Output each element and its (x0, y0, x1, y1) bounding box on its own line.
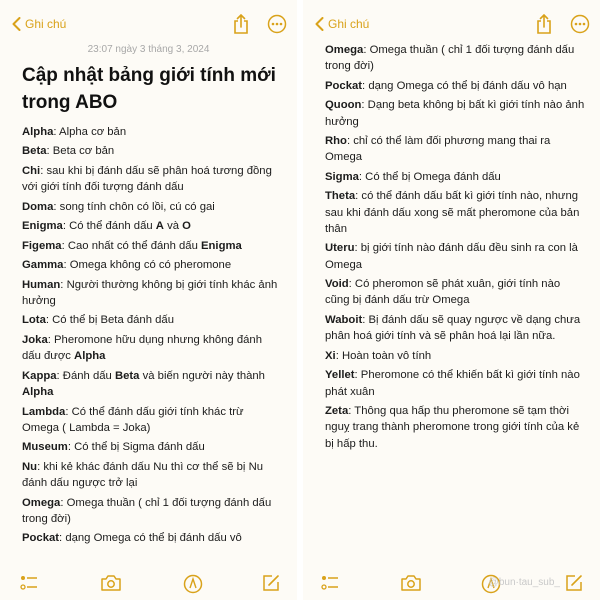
note-line (22, 312, 283, 328)
top-toolbar (303, 14, 600, 40)
term-label: Quoon (325, 99, 362, 112)
note-line (325, 276, 586, 309)
note-line (22, 257, 283, 273)
term-label: Doma (22, 200, 54, 213)
chevron-left-icon (12, 17, 21, 31)
bold-text: Alpha (22, 386, 54, 399)
watermark: @bun·tau_sub_ (488, 577, 560, 588)
bottom-toolbar (0, 566, 297, 600)
term-label: Rho (325, 135, 347, 148)
definition-text: : Có thể đánh dấu (62, 220, 156, 233)
term-label: Omega (325, 44, 364, 56)
back-button[interactable] (12, 17, 66, 31)
definition-text: : Đánh dấu (56, 369, 115, 382)
bold-text: Enigma (201, 239, 242, 252)
note-line (325, 78, 586, 94)
definition-text: : Có thể bị Sigma đánh dấu (67, 441, 205, 454)
term-label: Alpha (22, 126, 54, 138)
definition-text: : Omega không có có pheromone (63, 259, 232, 272)
definition-text: : Thông qua hấp thu pheromone sẽ tạm thời nguỵ trang thành pheromone trong giới tính của kẻ bị hấp thu. (325, 405, 580, 450)
note-line (325, 348, 586, 364)
definition-text: : Có pheromon sẽ phát xuân, giới tính nào cũng bị đánh dấu trừ Omega (325, 278, 561, 307)
term-label: Gamma (22, 259, 64, 272)
definition-text: : song tính chôn có lồi, cú có gai (53, 200, 215, 213)
note-line (22, 238, 283, 254)
bottom-toolbar (303, 566, 600, 600)
definition-text: : Dạng beta không bị bất kì giới tính nào ảnh hưởng (325, 99, 585, 128)
note-line (22, 277, 283, 310)
term-label: Lambda (22, 405, 66, 418)
term-label: Pockat (22, 532, 60, 545)
note-line (22, 404, 283, 437)
term-label: Yellet (325, 369, 355, 382)
note-line (22, 459, 283, 492)
definition-text: : Beta cơ bản (46, 145, 115, 158)
definition-text: : dạng Omega có thể bị đánh dấu vô hạn (362, 79, 567, 92)
top-toolbar (0, 14, 297, 40)
term-label: Omega (22, 496, 61, 509)
note-line (22, 163, 283, 196)
note-line (22, 124, 283, 140)
camera-icon[interactable] (100, 574, 122, 592)
term-label: Human (22, 278, 61, 291)
definition-text: và biến người này thành (139, 369, 265, 382)
bold-text: Alpha (74, 350, 106, 363)
note-timestamp: 23:07 ngày 3 tháng 3, 2024 (87, 44, 210, 55)
term-label: Museum (22, 441, 68, 454)
note-line (22, 368, 283, 401)
definition-text: : chỉ có thể làm đối phương mang thai ra Omega (325, 135, 551, 164)
term-label: Figema (22, 239, 62, 252)
note-line (22, 218, 283, 234)
note-pane-right (303, 0, 600, 600)
term-label: Xi (325, 349, 336, 362)
note-line (325, 240, 586, 273)
note-line (325, 367, 586, 400)
term-label: Kappa (22, 369, 57, 382)
back-label: Ghi chú (328, 17, 370, 31)
note-line (325, 403, 586, 452)
markup-pen-icon[interactable] (183, 574, 203, 594)
note-line (325, 312, 586, 345)
definition-text: : có thể đánh dấu bất kì giới tính nào, nhưng sau khi đánh dấu xong sẽ mất pheromone của bản thân (325, 190, 580, 235)
definition-text: : Omega thuần ( chỉ 1 đối tượng đánh dấu trong đời) (325, 44, 575, 73)
note-title[interactable]: Cập nhật bảng giới tính mới trong ABO (22, 65, 276, 113)
note-body-left[interactable] (22, 124, 283, 550)
checklist-icon[interactable] (321, 574, 339, 592)
bold-text: O (182, 220, 191, 233)
definition-text: : Bị đánh dấu sẽ quay ngược về dạng chưa phân hoá giới tính và sẽ phân hoá lại lần nữa. (325, 313, 581, 343)
term-label: Void (325, 278, 349, 291)
checklist-icon[interactable] (20, 574, 38, 592)
back-label: Ghi chú (25, 17, 67, 31)
compose-icon[interactable] (565, 574, 583, 592)
note-pane-left (0, 0, 297, 600)
back-button[interactable] (315, 17, 369, 31)
note-line (22, 143, 283, 159)
share-icon[interactable] (536, 14, 552, 34)
term-label: Sigma (325, 170, 359, 183)
note-line (325, 188, 586, 237)
definition-text: : Hoàn toàn vô tính (335, 349, 432, 362)
term-label: Beta (22, 145, 47, 158)
note-line (22, 530, 283, 546)
note-body-right[interactable] (325, 42, 586, 455)
note-line (325, 169, 586, 185)
term-label: Zeta (325, 405, 349, 417)
compose-icon[interactable] (262, 574, 280, 592)
definition-text: : bị giới tính nào đánh dấu đều sinh ra con là Omega (325, 242, 578, 271)
more-icon[interactable] (570, 14, 590, 34)
term-label: Uteru (325, 242, 355, 255)
note-line (22, 495, 283, 528)
note-line (325, 42, 586, 75)
definition-text: : sau khi bị đánh dấu sẽ phân hoá tương đồng với giới tính đối tượng đánh dấu (22, 164, 272, 194)
definition-text: : khi kẻ khác đánh dấu Nu thì cơ thể sẽ bị Nu đánh dấu ngược trở lại (22, 460, 264, 490)
definition-text: : Alpha cơ bản (53, 126, 127, 138)
term-label: Lota (22, 314, 46, 327)
term-label: Waboit (325, 313, 363, 326)
term-label: Theta (325, 190, 356, 203)
term-label: Enigma (22, 220, 63, 233)
note-line (325, 133, 586, 166)
definition-text: : Có thể bị Beta đánh dấu (45, 314, 174, 327)
more-icon[interactable] (267, 14, 287, 34)
definition-text: : Pheromone hữu dụng nhưng không đánh dấu được (22, 333, 262, 363)
note-line (22, 439, 283, 455)
term-label: Joka (22, 333, 48, 346)
bold-text: A (155, 220, 164, 233)
definition-text: : Có thể đánh dấu giới tính khác trừ Omega ( Lambda = Joka) (22, 405, 244, 434)
definition-text: : dạng Omega có thể bị đánh dấu vô (59, 532, 242, 545)
chevron-left-icon (315, 17, 324, 31)
definition-text: : Omega thuần ( chỉ 1 đối tượng đánh dấu trong đời) (22, 496, 272, 525)
term-label: Chi (22, 164, 41, 177)
definition-text: và (163, 220, 183, 233)
definition-text: : Có thể bị Omega đánh dấu (358, 170, 501, 183)
definition-text: : Pheromone có thể khiến bất kì giới tính nào phát xuân (325, 369, 580, 398)
bold-text: Beta (114, 369, 140, 382)
term-label: Pockat (325, 79, 363, 92)
share-icon[interactable] (233, 14, 249, 34)
camera-icon[interactable] (400, 574, 422, 592)
note-line (22, 332, 283, 365)
term-label: Nu (22, 460, 38, 473)
definition-text: : Người thường không bị giới tính khác ảnh hưởng (22, 278, 278, 307)
note-line (325, 97, 586, 130)
definition-text: : Cao nhất có thể đánh dấu (61, 239, 201, 252)
note-line (22, 199, 283, 215)
